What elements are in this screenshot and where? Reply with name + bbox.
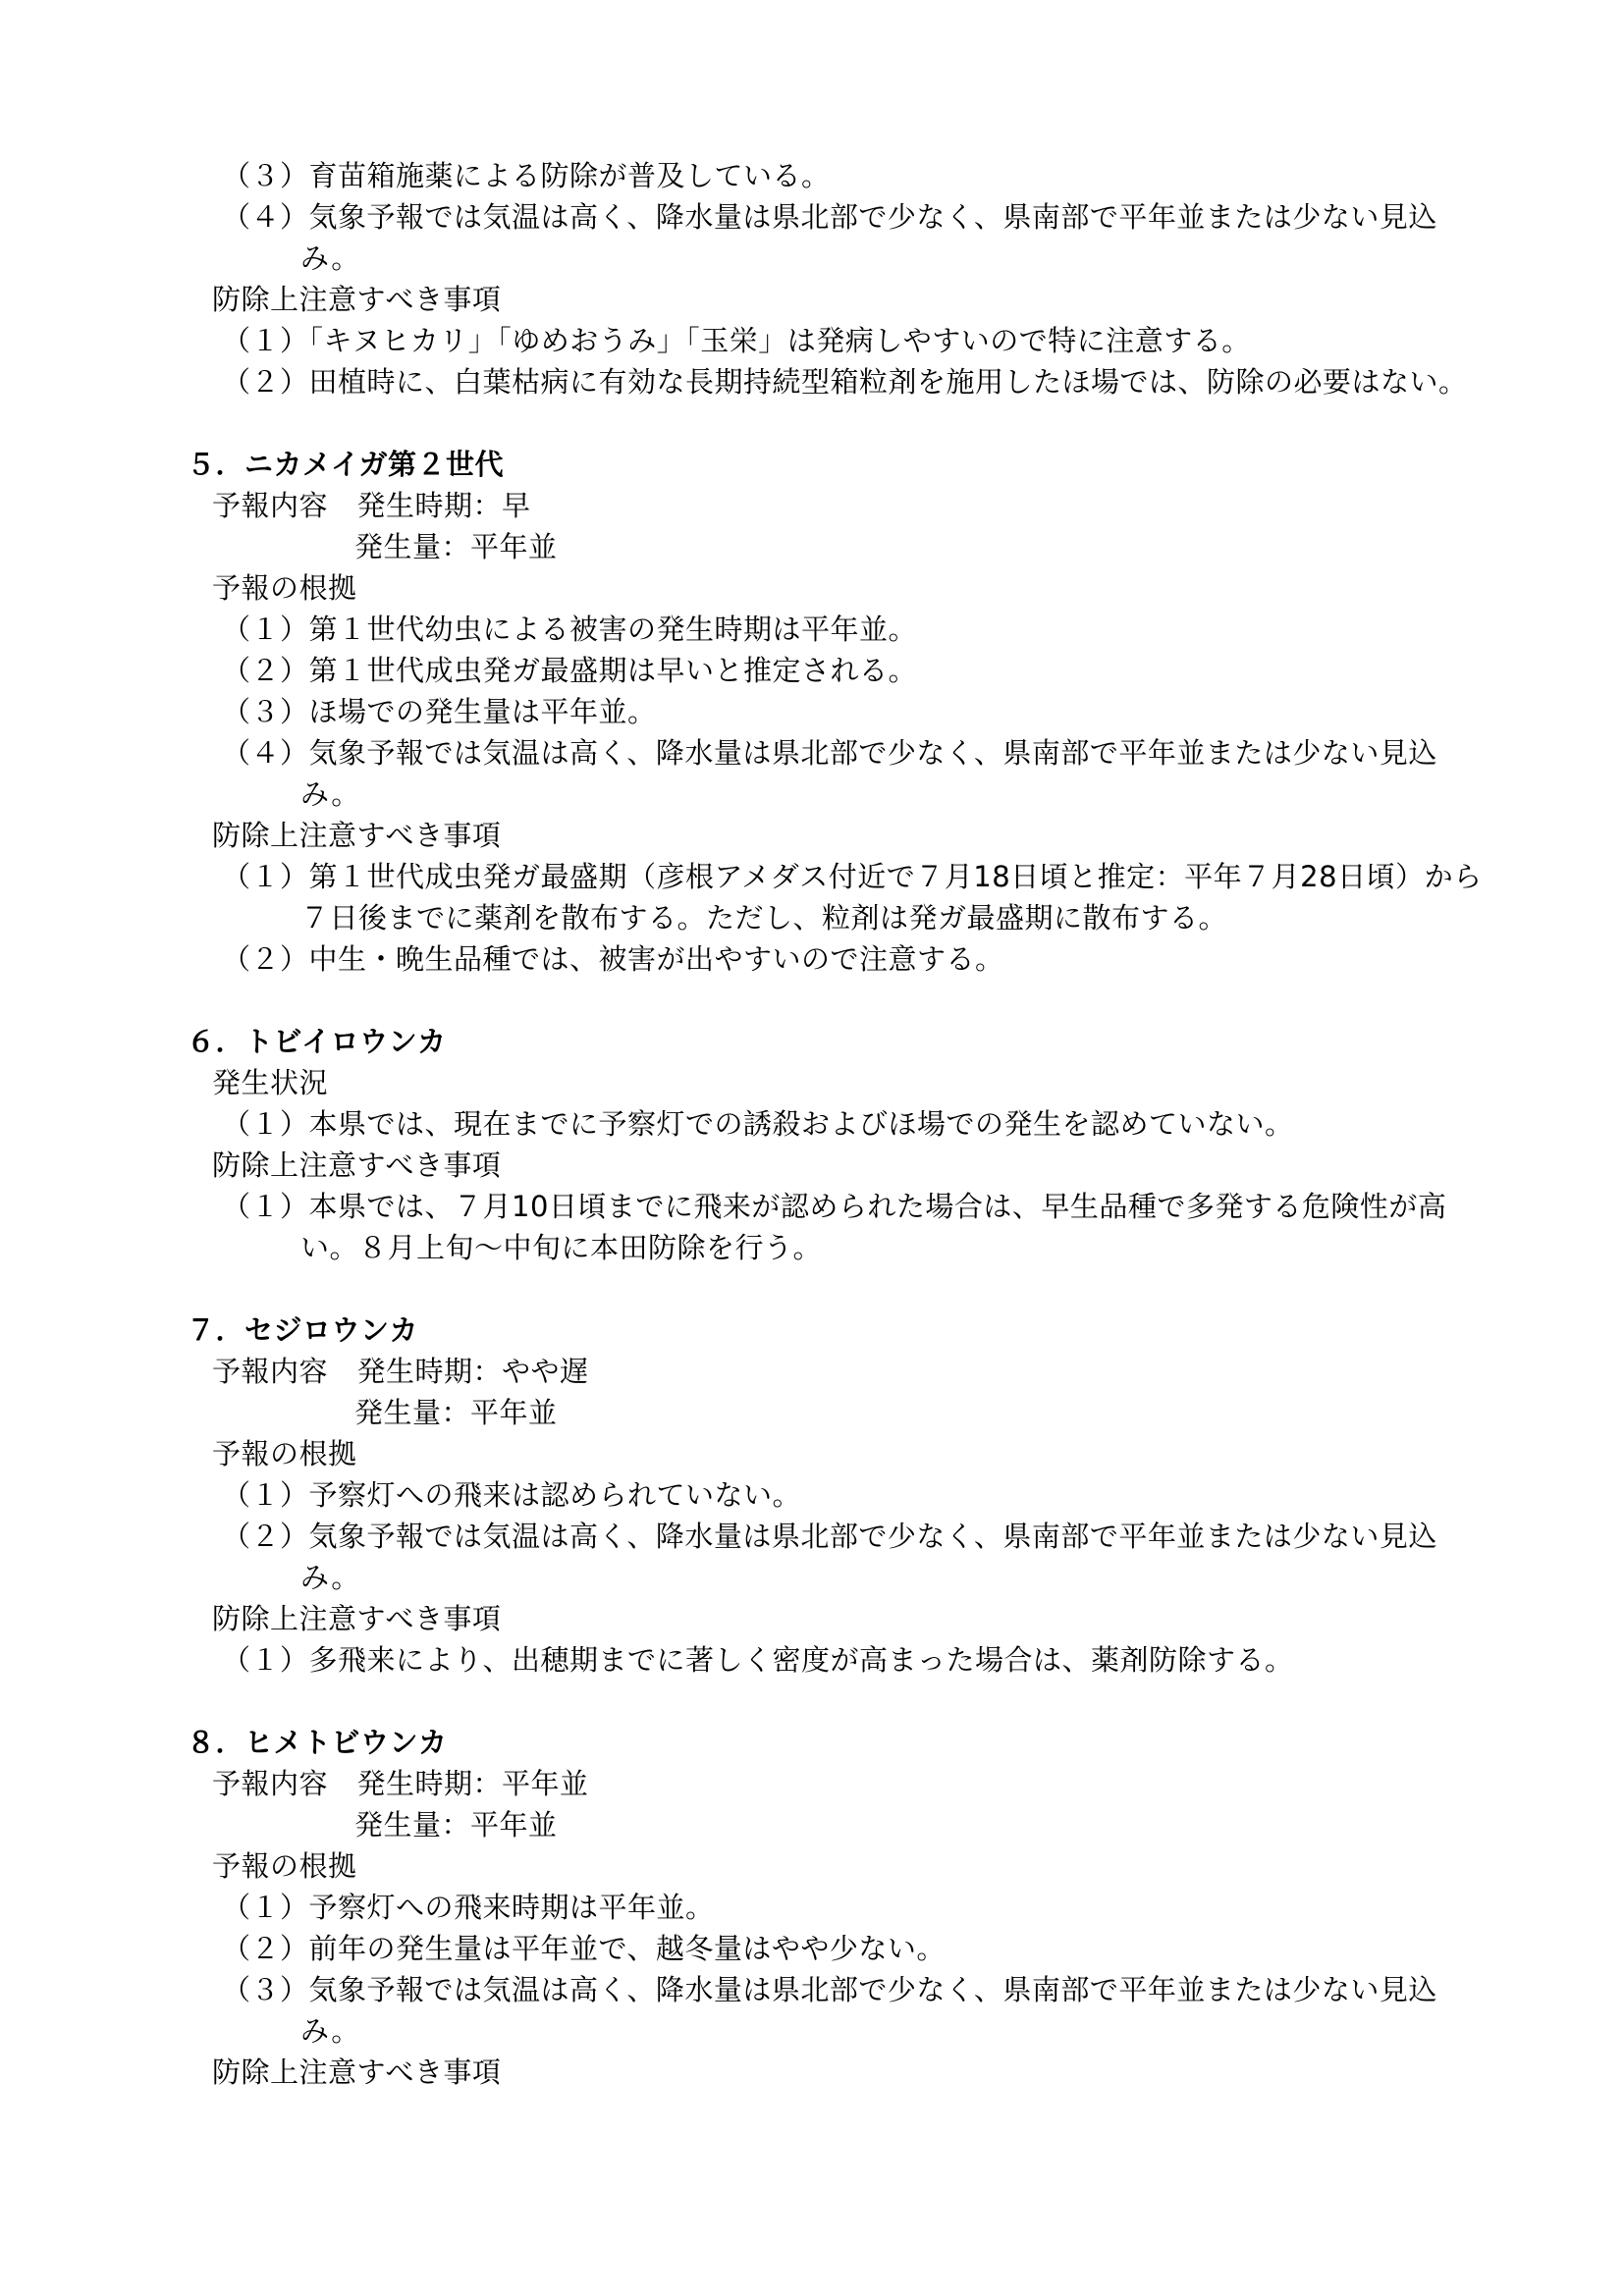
basis-item: （２）前年の発生量は平年並で、越冬量はやや少ない。 <box>222 1932 946 1965</box>
basis-label: 予報の根拠 <box>212 571 357 605</box>
caution-item: （２）中生・晩生品種では、被害が出やすいので注意する。 <box>222 942 1004 976</box>
basis-label: 予報の根拠 <box>212 1849 357 1883</box>
caution-item: （１）第１世代成虫発ガ最盛期（彦根アメダス付近で７月18日頃と推定：平年７月28日頃）から <box>222 860 1483 893</box>
forecast-amount: 発生量：平年並 <box>354 1808 558 1842</box>
section-heading: ５．ニカメイガ第２世代 <box>187 448 505 481</box>
basis-item: （２）気象予報では気温は高く、降水量は県北部で少なく、県南部で平年並または少ない見込 <box>222 1520 1437 1553</box>
basis-item-continued: み。 <box>300 241 360 275</box>
caution-label: 防除上注意すべき事項 <box>212 283 502 316</box>
status-item: （１）本県では、現在までに予察灯での誘殺およびほ場での発生を認めていない。 <box>222 1107 1294 1141</box>
forecast-amount: 発生量：平年並 <box>354 530 558 563</box>
basis-item: （１）予察灯への飛来は認められていない。 <box>222 1478 802 1512</box>
status-label: 発生状況 <box>212 1066 329 1099</box>
basis-item: （４）気象予報では気温は高く、降水量は県北部で少なく、県南部で平年並または少ない見込 <box>222 736 1437 770</box>
basis-label: 予報の根拠 <box>212 1437 357 1470</box>
caution-item-continued: い。８月上旬～中旬に本田防除を行う。 <box>300 1231 823 1264</box>
section-heading: ７．セジロウンカ <box>187 1313 419 1347</box>
basis-item: （１）予察灯への飛来時期は平年並。 <box>222 1891 715 1924</box>
basis-item-continued: み。 <box>300 2014 360 2048</box>
basis-item-continued: み。 <box>300 777 360 811</box>
caution-label: 防除上注意すべき事項 <box>212 1148 502 1182</box>
section-heading: ８．ヒメトビウンカ <box>187 1726 448 1759</box>
basis-item: （３）ほ場での発生量は平年並。 <box>222 695 657 728</box>
basis-item: （３）気象予報では気温は高く、降水量は県北部で少なく、県南部で平年並または少ない見込 <box>222 1973 1437 2006</box>
forecast-timing: 予報内容 発生時期：やや遅 <box>212 1355 589 1388</box>
basis-item: （１）第１世代幼虫による被害の発生時期は平年並。 <box>222 613 918 646</box>
forecast-timing: 予報内容 発生時期：早 <box>212 489 531 522</box>
caution-item: （２）田植時に、白葉枯病に有効な長期持続型箱粒剤を施用したほ場では、防除の必要はない。 <box>222 365 1468 399</box>
section-heading: ６．トビイロウンカ <box>187 1025 447 1058</box>
caution-item: （１）「キヌヒカリ」「ゆめおうみ」「玉栄」は発病しやすいので特に注意する。 <box>222 324 1251 357</box>
caution-item-continued: ７日後までに薬剤を散布する。ただし、粒剤は発ガ最盛期に散布する。 <box>300 901 1228 934</box>
basis-item: （４）気象予報では気温は高く、降水量は県北部で少なく、県南部で平年並または少ない見込 <box>222 200 1437 234</box>
forecast-amount: 発生量：平年並 <box>354 1396 558 1429</box>
forecast-timing: 予報内容 発生時期：平年並 <box>212 1767 589 1800</box>
basis-item: （３）育苗箱施薬による防除が普及している。 <box>222 159 831 192</box>
caution-label: 防除上注意すべき事項 <box>212 2056 502 2089</box>
caution-label: 防除上注意すべき事項 <box>212 819 502 852</box>
basis-item-continued: み。 <box>300 1561 360 1594</box>
caution-item: （１）多飛来により、出穂期までに著しく密度が高まった場合は、薬剤防除する。 <box>222 1643 1294 1677</box>
caution-item: （１）本県では、７月10日頃までに飛来が認められた場合は、早生品種で多発する危険性が高 <box>222 1190 1447 1223</box>
caution-label: 防除上注意すべき事項 <box>212 1602 502 1635</box>
basis-item: （２）第１世代成虫発ガ最盛期は早いと推定される。 <box>222 654 918 687</box>
